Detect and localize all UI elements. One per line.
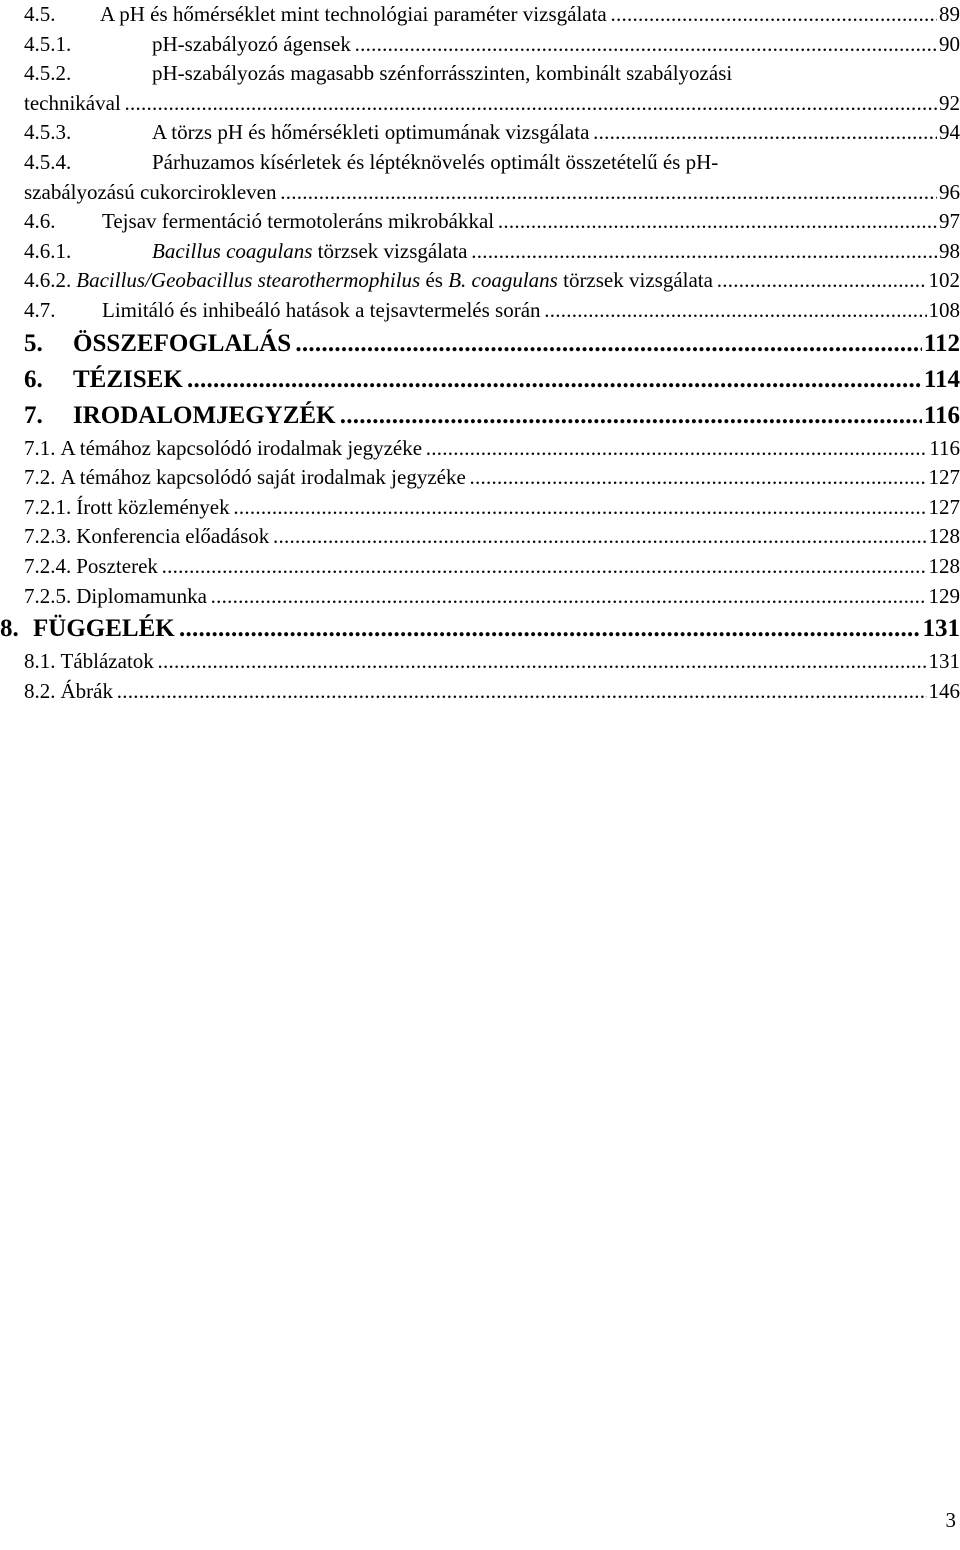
toc-entry-title-continued: technikával xyxy=(24,90,121,115)
toc-entry-number: 7.2. xyxy=(24,465,56,490)
title-mid: és xyxy=(420,268,449,293)
toc-chapter-title: IRODALOMJEGYZÉK xyxy=(73,401,336,429)
toc-entry-title: Írott közlemények xyxy=(76,494,230,519)
dot-leader xyxy=(467,463,927,493)
toc-entry-page: 89 xyxy=(939,2,960,26)
toc-entry[interactable] xyxy=(24,493,960,523)
toc-entry[interactable] xyxy=(24,237,960,267)
toc-entry-number: 4.6.2. xyxy=(24,268,72,293)
toc-entry-number: 4.6. xyxy=(24,209,56,234)
toc-entry-page: 127 xyxy=(928,494,960,519)
toc-entry-number: 7.2.5. xyxy=(24,583,72,608)
toc-entry[interactable] xyxy=(24,0,960,30)
toc-entry-number: 7.2.1. xyxy=(24,494,72,519)
toc-entry-title: Poszterek xyxy=(76,553,158,578)
toc-entry-continuation[interactable] xyxy=(24,178,960,208)
toc-entry-page: 96 xyxy=(939,179,960,204)
title-rest: törzsek vizsgálata xyxy=(312,238,468,263)
toc-entry-page: 146 xyxy=(928,678,960,703)
dot-leader xyxy=(337,398,922,434)
toc-entry-title: A pH és hőmérséklet mint technológiai paraméter vizsgálata xyxy=(100,2,607,26)
toc-entry-number: 8.1. xyxy=(24,649,56,674)
dot-leader xyxy=(122,89,937,119)
toc-chapter-title: FÜGGELÉK xyxy=(33,615,175,643)
toc-entry[interactable] xyxy=(24,582,960,612)
toc-entry-page: 131 xyxy=(928,649,960,674)
toc-entry[interactable] xyxy=(24,677,960,707)
toc-entry-title: Limitáló és inhibeáló hatások a tejsavtermelés során xyxy=(102,297,541,322)
toc-chapter-number: 5. xyxy=(24,329,43,357)
toc-entry[interactable] xyxy=(24,118,960,148)
toc-entry[interactable] xyxy=(24,296,960,326)
dot-leader xyxy=(714,266,927,296)
toc-entry[interactable] xyxy=(24,207,960,237)
toc-chapter[interactable] xyxy=(24,362,960,398)
toc-entry-title: A témához kapcsolódó saját irodalmak jegyzéke xyxy=(60,465,466,490)
toc-entry-title: pH-szabályozás magasabb szénforrásszinten, kombinált szabályozási xyxy=(152,61,733,86)
toc-entry-title: Párhuzamos kísérletek és léptéknövelés optimált összetételű és pH- xyxy=(152,149,719,174)
dot-leader xyxy=(231,493,927,523)
dot-leader xyxy=(176,611,921,647)
dot-leader xyxy=(542,296,927,326)
toc-entry-page: 129 xyxy=(928,583,960,608)
toc-entry-number: 4.7. xyxy=(24,297,56,322)
toc-entry-page: 102 xyxy=(928,268,960,293)
toc-entry-number: 7.2.4. xyxy=(24,553,72,578)
dot-leader xyxy=(184,362,922,398)
toc-entry-page: 116 xyxy=(929,435,960,460)
toc-entry-page: 127 xyxy=(928,465,960,490)
toc-entry-number: 4.5.4. xyxy=(24,149,72,174)
toc-entry-page: 98 xyxy=(939,238,960,263)
toc-entry-title: Ábrák xyxy=(60,678,113,703)
toc-chapter-number: 8. xyxy=(0,615,19,643)
toc-entry[interactable] xyxy=(24,647,960,677)
toc-entry-title: Konferencia előadások xyxy=(76,524,270,549)
toc-chapter-page: 112 xyxy=(923,329,960,357)
toc-chapter[interactable] xyxy=(24,398,960,434)
toc-entry-number: 8.2. xyxy=(24,678,56,703)
toc-entry[interactable] xyxy=(24,148,960,178)
dot-leader xyxy=(608,0,937,30)
toc-entry-page: 128 xyxy=(928,524,960,549)
title-rest: törzsek vizsgálata xyxy=(557,268,713,293)
toc-chapter-number: 6. xyxy=(24,365,43,393)
toc-entry-number: 4.5. xyxy=(24,2,56,26)
page-number: 3 xyxy=(945,1508,956,1532)
toc-entry-number: 4.5.3. xyxy=(24,120,72,145)
dot-leader xyxy=(495,207,937,237)
toc-entry[interactable] xyxy=(24,30,960,60)
toc-entry[interactable] xyxy=(24,59,960,89)
dot-leader xyxy=(590,118,937,148)
toc-entry-page: 108 xyxy=(928,297,960,322)
toc-entry-number: 7.1. xyxy=(24,435,56,460)
toc-entry-title xyxy=(152,237,468,267)
toc-entry[interactable] xyxy=(24,463,960,493)
toc-entry-page: 92 xyxy=(939,90,960,115)
toc-entry-page: 97 xyxy=(939,209,960,234)
toc-entry[interactable] xyxy=(24,522,960,552)
dot-leader xyxy=(352,30,937,60)
toc-entry-title: Tejsav fermentáció termotoleráns mikrobákkal xyxy=(102,209,495,234)
toc-entry-title-continued: szabályozású cukorcirokleven xyxy=(24,179,277,204)
dot-leader xyxy=(292,326,922,362)
dot-leader xyxy=(208,582,927,612)
toc-chapter-title: ÖSSZEFOGLALÁS xyxy=(73,329,292,357)
dot-leader xyxy=(159,552,927,582)
toc-chapter[interactable] xyxy=(0,611,960,647)
dot-leader xyxy=(270,522,926,552)
toc-chapter-number: 7. xyxy=(24,401,43,429)
species-name: B. coagulans xyxy=(448,268,558,293)
toc-entry-title xyxy=(76,266,713,296)
toc-entry-number: 4.5.2. xyxy=(24,61,72,86)
toc-entry[interactable] xyxy=(24,434,960,464)
toc-entry-title: A témához kapcsolódó irodalmak jegyzéke xyxy=(60,435,423,460)
toc-chapter-page: 131 xyxy=(922,615,960,643)
species-name: Bacillus coagulans xyxy=(152,238,313,263)
toc-entry-continuation[interactable] xyxy=(24,89,960,119)
toc-chapter-title: TÉZISEK xyxy=(73,365,183,393)
toc-entry-title: Táblázatok xyxy=(60,649,154,674)
toc-entry-title: A törzs pH és hőmérsékleti optimumának vizsgálata xyxy=(152,120,590,145)
toc-entry-title: Diplomamunka xyxy=(76,583,207,608)
toc-entry-number: 4.6.1. xyxy=(24,238,72,263)
dot-leader xyxy=(423,434,927,464)
toc-entry-page: 94 xyxy=(939,120,960,145)
toc-chapter[interactable] xyxy=(24,326,960,362)
toc-entry-page: 90 xyxy=(939,31,960,56)
table-of-contents xyxy=(0,0,960,706)
toc-entry-title: pH-szabályozó ágensek xyxy=(152,31,351,56)
dot-leader xyxy=(114,677,927,707)
toc-entry[interactable] xyxy=(24,552,960,582)
toc-chapter-page: 114 xyxy=(923,365,960,393)
toc-entry[interactable] xyxy=(24,266,960,296)
dot-leader xyxy=(469,237,937,267)
species-name: Bacillus/Geobacillus stearothermophilus xyxy=(76,268,421,293)
dot-leader xyxy=(277,178,937,208)
dot-leader xyxy=(155,647,927,677)
toc-chapter-page: 116 xyxy=(923,401,960,429)
toc-entry-number: 4.5.1. xyxy=(24,31,72,56)
toc-entry-number: 7.2.3. xyxy=(24,524,72,549)
toc-entry-page: 128 xyxy=(928,553,960,578)
